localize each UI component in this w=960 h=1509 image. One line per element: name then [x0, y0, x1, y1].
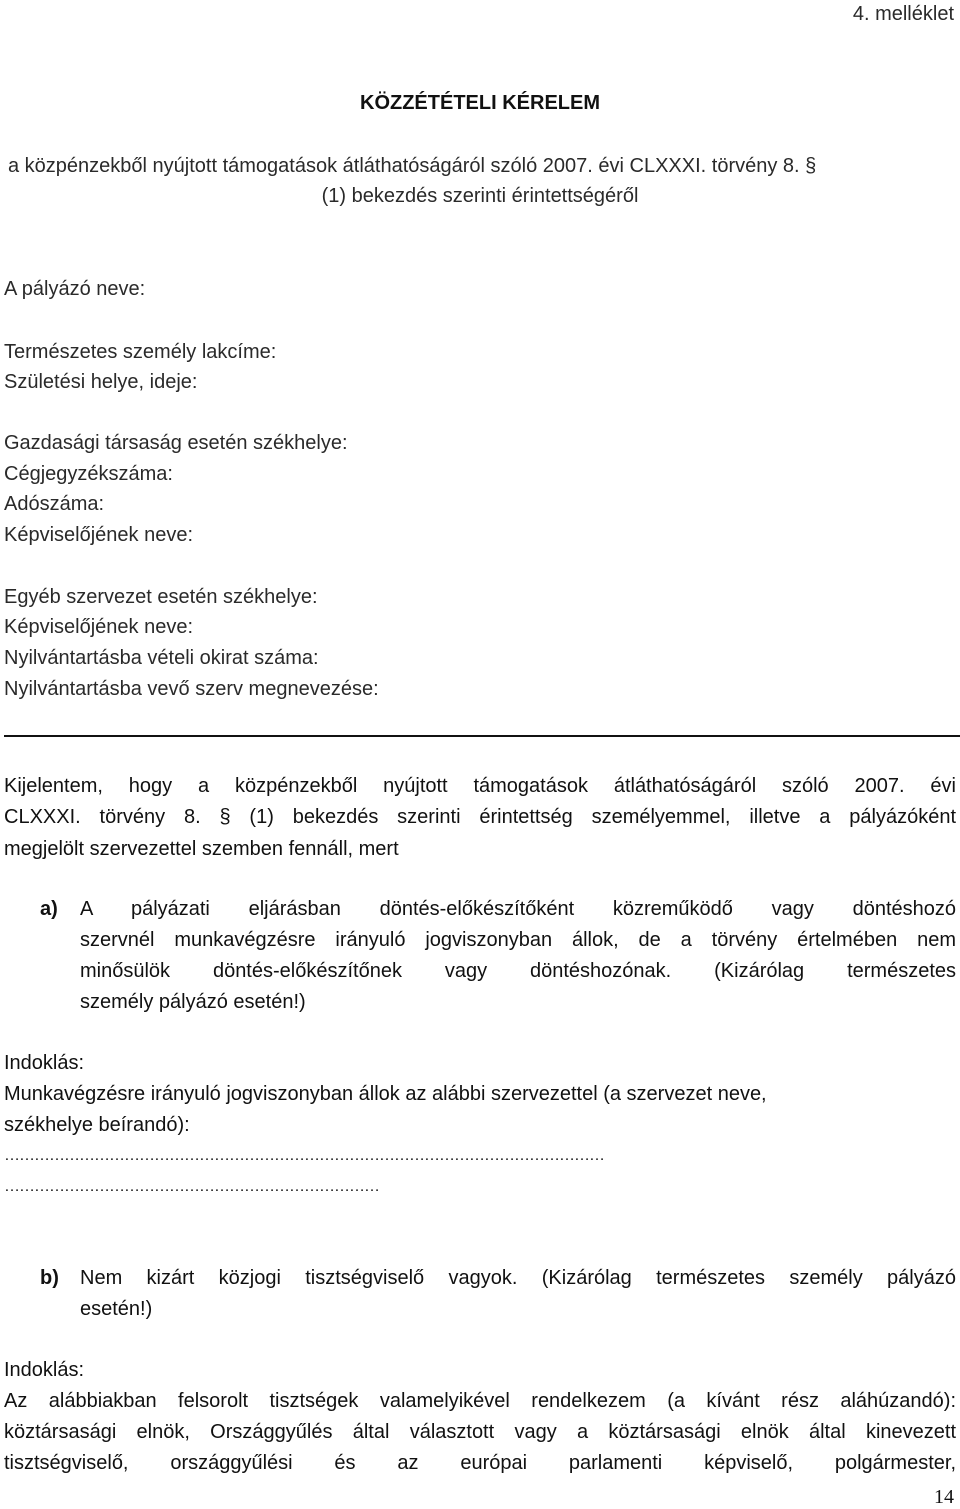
justification-b-line-1: Az alábbiakban felsorolt tisztségek valamelyikével rendelkezem (a kívánt rész aláhúzandó): [4, 1390, 956, 1412]
justification-a-line-1: Munkavégzésre irányuló jogviszonyban állok az alábbi szervezettel (a szervezet neve, [4, 1083, 767, 1105]
page-number: 14 [934, 1486, 954, 1508]
justification-a-dots-2: ………………………………………………………………… [4, 1178, 379, 1195]
item-a-line-2: szervnél munkavégzésre irányuló jogviszonyban állok, de a törvény értelmében nem [80, 929, 956, 951]
justification-b-label: Indoklás: [4, 1359, 85, 1381]
justification-a-line-2: székhelye beírandó): [4, 1114, 190, 1136]
subtitle-line-2: (1) bekezdés szerinti érintettségéről [321, 185, 639, 207]
registration-doc-no-label: Nyilvántartásba vételi okirat száma: [4, 647, 319, 669]
address-label: Természetes személy lakcíme: [4, 341, 277, 363]
justification-a-label: Indoklás: [4, 1052, 85, 1074]
annex-label: 4. melléklet [852, 3, 954, 25]
justification-b-line-2: köztársasági elnök, Országgyűlés által választott vagy a köztársasági elnök által kinevezett [4, 1421, 956, 1443]
item-b-marker: b) [40, 1267, 59, 1289]
registering-body-label: Nyilvántartásba vevő szerv megnevezése: [4, 678, 379, 700]
company-rep-name-label: Képviselőjének neve: [4, 524, 194, 546]
tax-no-label: Adószáma: [4, 493, 105, 515]
applicant-name-label: A pályázó neve: [4, 278, 146, 300]
declaration-line-1: Kijelentem, hogy a közpénzekből nyújtott támogatások átláthatóságáról szóló 2007. évi [4, 775, 956, 797]
declaration-line-3: megjelölt szervezettel szemben fennáll, mert [4, 838, 399, 860]
other-org-seat-label: Egyéb szervezet esetén székhelye: [4, 586, 318, 608]
item-a-line-3: minősülök döntés-előkészítőnek vagy döntéshozónak. (Kizárólag természetes [80, 960, 956, 982]
justification-a-dots-1: ………………………………………………………………………………………………………… [4, 1147, 604, 1164]
company-seat-label: Gazdasági társaság esetén székhelye: [4, 432, 348, 454]
item-a-line-1: A pályázati eljárásban döntés-előkészítőként közreműködő vagy döntéshozó [80, 898, 956, 920]
item-b-line-1: Nem kizárt közjogi tisztségviselő vagyok. (Kizárólag természetes személy pályázó [80, 1267, 956, 1289]
subtitle-line-1: a közpénzekből nyújtott támogatások átláthatóságáról szóló 2007. évi CLXXXI. törvény 8. § [8, 155, 817, 177]
company-reg-no-label: Cégjegyzékszáma: [4, 463, 173, 485]
section-divider [4, 735, 960, 737]
page-title: KÖZZÉTÉTELI KÉRELEM [360, 92, 600, 114]
item-a-marker: a) [40, 898, 58, 920]
item-a-line-4: személy pályázó esetén!) [80, 991, 306, 1013]
other-org-rep-name-label: Képviselőjének neve: [4, 616, 194, 638]
declaration-line-2: CLXXXI. törvény 8. § (1) bekezdés szerinti érintettség személyemmel, illetve a pályázóként [4, 806, 956, 828]
birth-place-date-label: Születési helye, ideje: [4, 371, 198, 393]
justification-b-line-3: tisztségviselő, országgyűlési és az európai parlamenti képviselő, polgármester, [4, 1452, 956, 1474]
item-b-line-2: esetén!) [80, 1298, 153, 1320]
